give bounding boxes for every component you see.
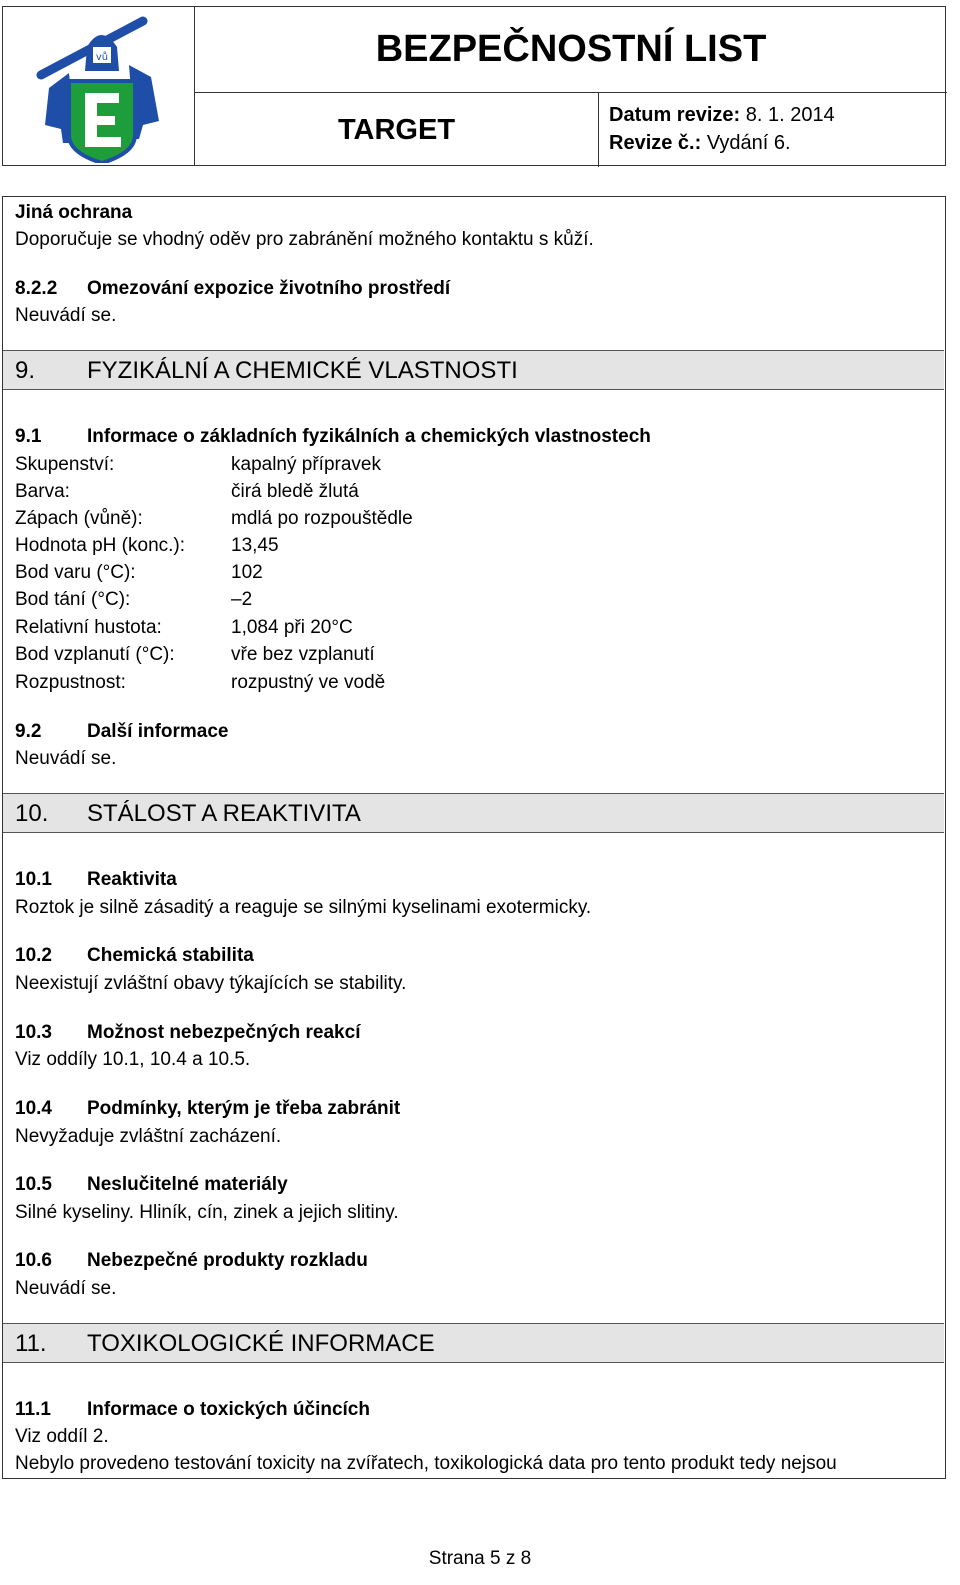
revision-number-label: Revize č.:: [609, 132, 702, 154]
property-label: Barva:: [15, 481, 70, 502]
section-heading: [15, 1330, 435, 1358]
subsection-title: Reaktivita: [87, 869, 177, 890]
subsection-title: Nebezpečné produkty rozkladu: [87, 1250, 368, 1271]
property-value: 1,084 při 20°C: [231, 617, 353, 638]
product-name: TARGET: [195, 93, 599, 167]
revision-info: [609, 101, 835, 157]
subsection-title: Informace o toxických účincích: [87, 1399, 370, 1420]
property-value: –2: [231, 589, 253, 610]
property-label: Bod vzplanutí (°C):: [15, 644, 175, 665]
property-row: [15, 671, 385, 695]
property-value: vře bez vzplanutí: [231, 644, 375, 665]
subsection-number: 10.2: [15, 945, 52, 966]
subsection-heading: [15, 1398, 370, 1422]
property-label: Bod tání (°C):: [15, 589, 131, 610]
revision-date-row: [609, 101, 835, 129]
subsection-heading: [15, 1249, 368, 1273]
section-number: 9.: [15, 357, 36, 384]
subsection-heading: [15, 944, 254, 968]
subsection-heading: [15, 1097, 400, 1121]
subsection-heading: [15, 720, 229, 744]
subsection-number: 9.2: [15, 721, 42, 742]
revision-number-row: [609, 129, 835, 157]
subsection-title: Další informace: [87, 721, 229, 742]
page-number: Strana 5 z 8: [428, 1548, 532, 1569]
subsection-text: Roztok je silně zásaditý a reaguje se silnými kyselinami exotermicky.: [15, 897, 592, 918]
property-row: [15, 453, 381, 477]
logo-cell: [3, 7, 195, 165]
subsection-title: Informace o základních fyzikálních a chemických vlastnostech: [87, 426, 651, 447]
subsection-text: Viz oddíl 2.: [15, 1426, 109, 1447]
property-row: [15, 507, 413, 531]
property-row: [15, 561, 263, 585]
svg-text:vů: vů: [95, 52, 109, 63]
property-label: Skupenství:: [15, 454, 115, 475]
section-heading: [15, 800, 361, 828]
property-row: [15, 643, 375, 667]
subsection-text: Neuvádí se.: [15, 1278, 117, 1299]
subsection-number: 10.6: [15, 1250, 52, 1271]
property-value: čirá bledě žlutá: [231, 481, 359, 502]
subsection-heading: [15, 1021, 360, 1045]
other-protection-heading: Jiná ochrana: [15, 202, 133, 223]
document-title: BEZPEČNOSTNÍ LIST: [195, 7, 947, 93]
property-value: mdlá po rozpouštědle: [231, 508, 413, 529]
subsection-heading: [15, 1173, 288, 1197]
property-value: 13,45: [231, 535, 279, 556]
subsection-number: 10.4: [15, 1098, 52, 1119]
subsection-text: Viz oddíly 10.1, 10.4 a 10.5.: [15, 1049, 251, 1070]
subsection-text: Nebylo provedeno testování toxicity na zvířatech, toxikologická data pro tento produkt tedy nejsou: [15, 1453, 837, 1474]
subsection-number: 9.1: [15, 426, 42, 447]
subsection-heading: [15, 277, 450, 301]
property-label: Hodnota pH (konc.):: [15, 535, 186, 556]
subsection-text: Silné kyseliny. Hliník, cín, zinek a jejich slitiny.: [15, 1202, 399, 1223]
subsection-heading: [15, 868, 177, 892]
property-row: [15, 616, 353, 640]
section-title: TOXIKOLOGICKÉ INFORMACE: [87, 1330, 435, 1357]
subsection-title: Chemická stabilita: [87, 945, 254, 966]
property-row: [15, 480, 359, 504]
section-number: 10.: [15, 800, 49, 827]
section-title: STÁLOST A REAKTIVITA: [87, 800, 361, 827]
revision-date-label: Datum revize:: [609, 104, 741, 126]
subsection-title: Podmínky, kterým je třeba zabránit: [87, 1098, 401, 1119]
document-body: [2, 196, 946, 1479]
revision-number-value: Vydání 6.: [706, 132, 791, 154]
property-label: Rozpustnost:: [15, 672, 126, 693]
property-label: Relativní hustota:: [15, 617, 162, 638]
subsection-heading: [15, 425, 651, 449]
subsection-title: Neslučitelné materiály: [87, 1174, 288, 1195]
subsection-text: Nevyžaduje zvláštní zacházení.: [15, 1126, 282, 1147]
section-heading-band: [3, 350, 944, 390]
property-label: Bod varu (°C):: [15, 562, 136, 583]
property-value: rozpustný ve vodě: [231, 672, 386, 693]
document-header: [2, 6, 946, 166]
subsection-number: 8.2.2: [15, 278, 58, 299]
property-row: [15, 534, 279, 558]
revision-date-value: 8. 1. 2014: [745, 104, 835, 126]
subsection-text: Neuvádí se.: [15, 748, 117, 769]
section-number: 11.: [15, 1330, 47, 1357]
property-label: Zápach (vůně):: [15, 508, 143, 529]
section-heading: [15, 357, 518, 385]
subsection-number: 10.5: [15, 1174, 52, 1195]
subsection-number: 10.3: [15, 1022, 52, 1043]
subsection-title: Možnost nebezpečných reakcí: [87, 1022, 361, 1043]
section-heading-band: [3, 1323, 944, 1363]
subsection-title: Omezování expozice životního prostředí: [87, 278, 451, 299]
property-row: [15, 588, 252, 612]
subsection-text: Neexistují zvláštní obavy týkajících se stability.: [15, 973, 407, 994]
property-value: 102: [231, 562, 263, 583]
section-title: FYZIKÁLNÍ A CHEMICKÉ VLASTNOSTI: [87, 357, 518, 384]
company-logo-icon: [31, 13, 171, 163]
subsection-text: Neuvádí se.: [15, 305, 117, 326]
property-value: kapalný přípravek: [231, 454, 381, 475]
subsection-number: 10.1: [15, 869, 52, 890]
other-protection-text: Doporučuje se vhodný oděv pro zabránění možného kontaktu s kůží.: [15, 229, 594, 250]
section-heading-band: [3, 793, 944, 833]
subsection-number: 11.1: [15, 1399, 51, 1420]
